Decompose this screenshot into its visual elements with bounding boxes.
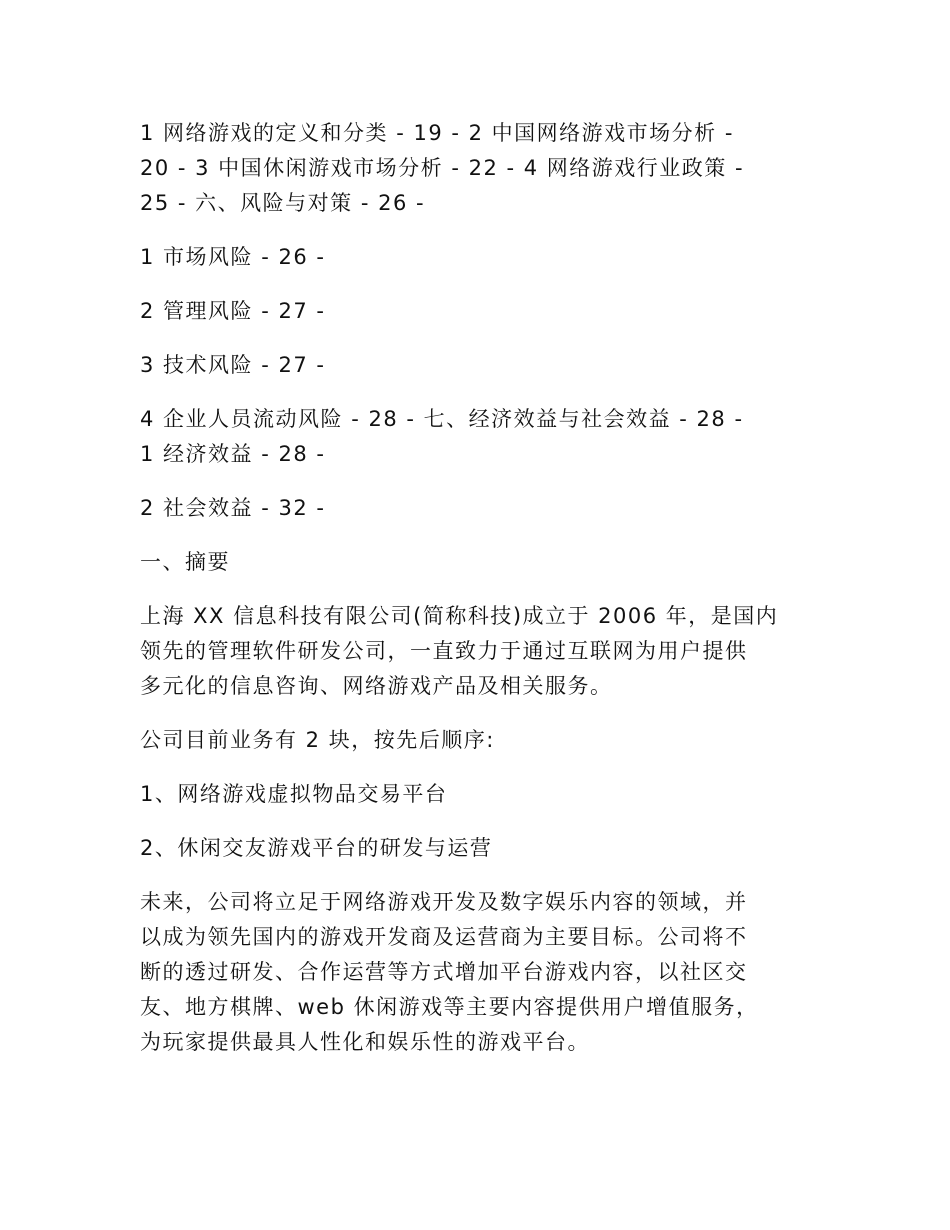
paragraph-line: 断的透过研发、合作运营等方式增加平台游戏内容，以社区交 (140, 960, 748, 984)
business-intro (140, 723, 820, 758)
intro-paragraph (140, 599, 820, 704)
toc-line: 2 管理风险 - 27 - (140, 299, 326, 323)
toc-item-tech-risk (140, 348, 820, 383)
paragraph-line: 多元化的信息咨询、网络游戏产品及相关服务。 (140, 674, 613, 698)
toc-block-1 (140, 116, 820, 221)
toc-line: 1 市场风险 - 26 - (140, 245, 326, 269)
section-heading-text: 一、摘要 (140, 550, 230, 574)
business-item-1 (140, 777, 820, 812)
toc-line: 1 网络游戏的定义和分类 - 19 - 2 中国网络游戏市场分析 - (140, 121, 734, 145)
toc-block-2 (140, 402, 820, 472)
section-heading (140, 545, 820, 580)
list-item: 1、网络游戏虚拟物品交易平台 (140, 782, 448, 806)
toc-line: 3 技术风险 - 27 - (140, 353, 326, 377)
paragraph-line: 为玩家提供最具人性化和娱乐性的游戏平台。 (140, 1030, 590, 1054)
toc-item-management-risk (140, 294, 820, 329)
toc-line: 2 社会效益 - 32 - (140, 496, 326, 520)
toc-line: 1 经济效益 - 28 - (140, 442, 326, 466)
toc-line: 20 - 3 中国休闲游戏市场分析 - 22 - 4 网络游戏行业政策 - (140, 156, 745, 180)
list-item: 2、休闲交友游戏平台的研发与运营 (140, 836, 493, 860)
paragraph-line: 公司目前业务有 2 块，按先后顺序: (140, 728, 495, 752)
paragraph-line: 领先的管理软件研发公司，一直致力于通过互联网为用户提供 (140, 639, 748, 663)
business-item-2 (140, 831, 820, 866)
paragraph-line: 上海 XX 信息科技有限公司(简称科技)成立于 2006 年，是国内 (140, 604, 779, 628)
paragraph-line: 未来，公司将立足于网络游戏开发及数字娱乐内容的领域，并 (140, 890, 748, 914)
paragraph-line: 以成为领先国内的游戏开发商及运营商为主要目标。公司将不 (140, 925, 748, 949)
toc-item-social-benefit (140, 491, 820, 526)
future-paragraph (140, 885, 820, 1060)
toc-line: 25 - 六、风险与对策 - 26 - (140, 191, 426, 215)
toc-item-market-risk (140, 240, 820, 275)
toc-line: 4 企业人员流动风险 - 28 - 七、经济效益与社会效益 - 28 - (140, 407, 744, 431)
paragraph-line: 友、地方棋牌、web 休闲游戏等主要内容提供用户增值服务， (140, 995, 759, 1019)
document-body (140, 116, 820, 1079)
